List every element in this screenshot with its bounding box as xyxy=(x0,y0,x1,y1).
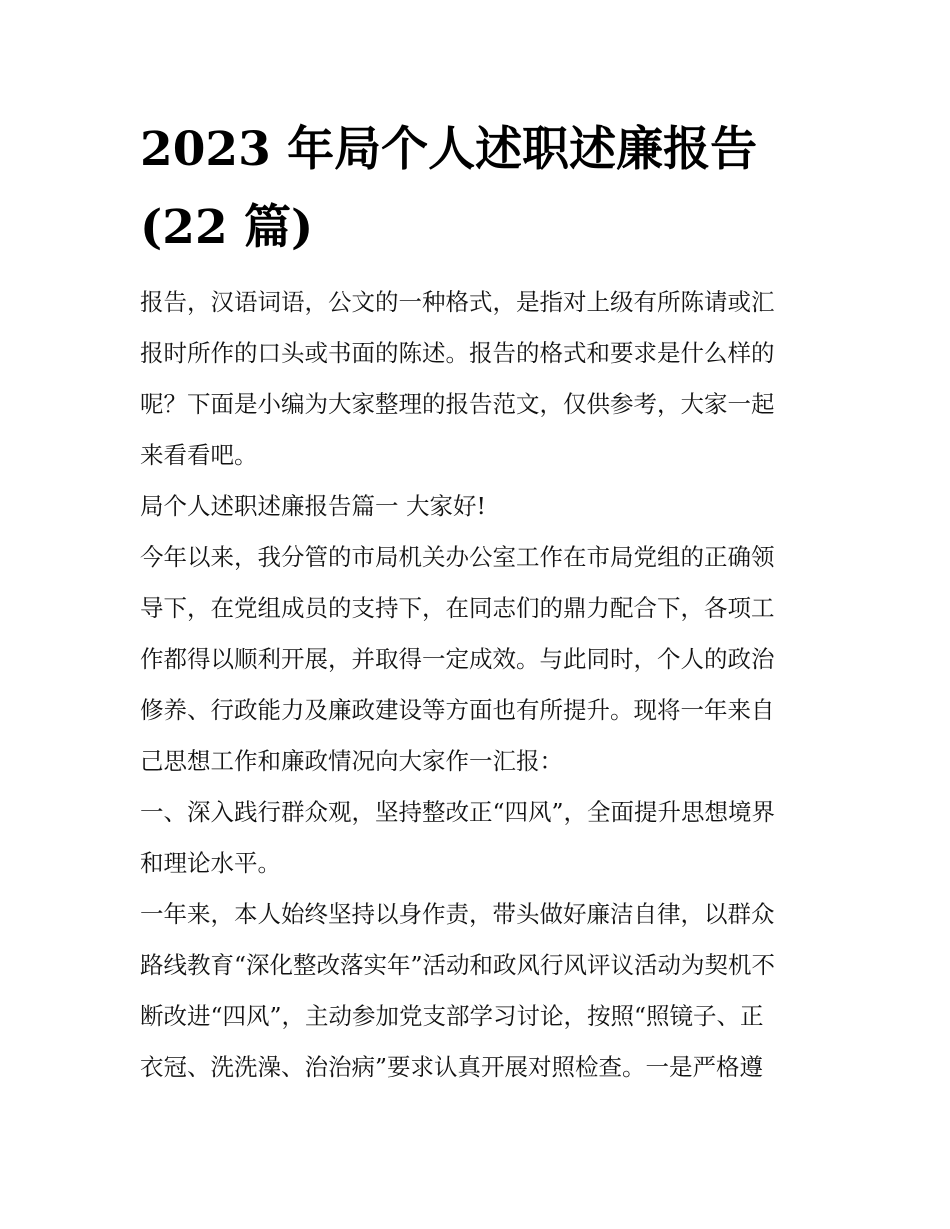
section-heading-line: 局个人述职述廉报告篇一 大家好! xyxy=(140,492,486,520)
body-line: 导下，在党组成员的支持下，在同志们的鼎力配合下，各项工 xyxy=(140,594,775,622)
body-line: 一年来，本人始终坚持以身作责，带头做好廉洁自律，以群众 xyxy=(140,900,775,928)
body-line: 路线教育“深化整改落实年”活动和政风行风评议活动为契机不 xyxy=(140,951,776,979)
body-line: 作都得以顺利开展，并取得一定成效。与此同时，个人的政治 xyxy=(140,645,775,673)
body-line: 来看看吧。 xyxy=(140,441,258,469)
body-line: 今年以来，我分管的市局机关办公室工作在市局党组的正确领 xyxy=(140,543,775,571)
body-line: 衣冠、洗洗澡、治治病”要求认真开展对照检查。一是严格遵 xyxy=(140,1053,764,1081)
body-line: 报告，汉语词语，公文的一种格式，是指对上级有所陈请或汇 xyxy=(140,288,775,316)
body-line: 修养、行政能力及廉政建设等方面也有所提升。现将一年来自 xyxy=(140,696,775,724)
body-line: 己思想工作和廉政情况向大家作一汇报： xyxy=(140,747,563,775)
document-title-line-1: 2023 年局个人述职述廉报告 xyxy=(140,122,758,177)
document-title-line-2: (22 篇) xyxy=(140,200,314,255)
body-line: 呢？下面是小编为大家整理的报告范文，仅供参考，大家一起 xyxy=(140,390,775,418)
numbered-point-line: 和理论水平。 xyxy=(140,849,281,877)
numbered-point-line: 一、深入践行群众观，坚持整改正“四风”，全面提升思想境界 xyxy=(140,798,776,826)
body-line: 断改进“四风”，主动参加党支部学习讨论，按照“照镜子、正 xyxy=(140,1002,764,1030)
body-line: 报时所作的口头或书面的陈述。报告的格式和要求是什么样的 xyxy=(140,339,775,367)
document-body xyxy=(140,277,820,1093)
